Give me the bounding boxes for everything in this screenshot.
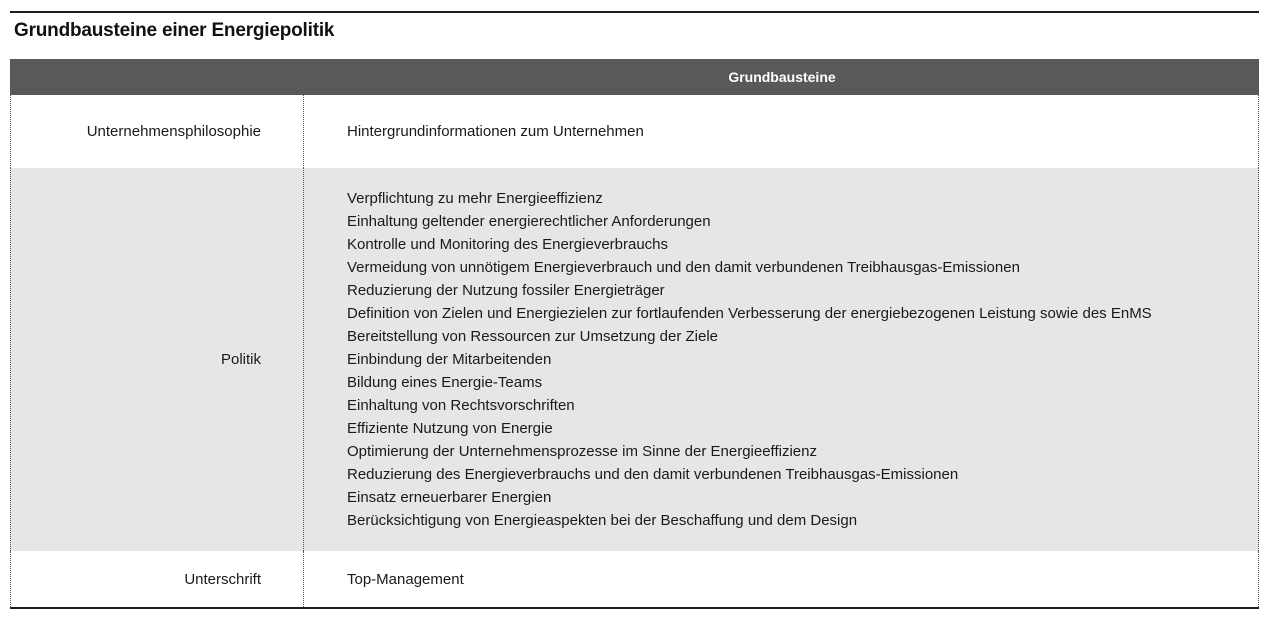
row-content xyxy=(304,551,1259,607)
list-item: Optimierung der Unternehmensprozesse im Sinne der Energieeffizienz xyxy=(347,443,817,460)
table-header-label: Grundbausteine xyxy=(728,69,836,85)
top-rule xyxy=(10,11,1259,13)
row-label: Unterschrift xyxy=(10,551,304,607)
list-item: Bildung eines Energie-Teams xyxy=(347,374,543,391)
energy-policy-table xyxy=(10,59,1259,609)
list-item: Einhaltung geltender energierechtlicher Anforderungen xyxy=(347,213,711,230)
row-content xyxy=(304,168,1259,551)
row-label: Politik xyxy=(10,168,304,551)
table-row-philosophy xyxy=(10,95,1259,168)
bottom-rule xyxy=(10,607,1259,609)
table-row-signature xyxy=(10,551,1259,607)
list-item: Reduzierung des Energieverbrauchs und den damit verbundenen Treibhausgas-Emissionen xyxy=(347,466,959,483)
list-item: Kontrolle und Monitoring des Energieverbrauchs xyxy=(347,236,669,253)
list-item: Vermeidung von unnötigem Energieverbrauch und den damit verbundenen Treibhausgas-Emissionen xyxy=(347,259,1020,276)
list-item: Einhaltung von Rechtsvorschriften xyxy=(347,397,575,414)
list-item: Bereitstellung von Ressourcen zur Umsetzung der Ziele xyxy=(347,328,719,345)
list-item: Einbindung der Mitarbeitenden xyxy=(347,351,552,368)
list-item: Verpflichtung zu mehr Energieeffizienz xyxy=(347,190,603,207)
list-item: Einsatz erneuerbarer Energien xyxy=(347,489,552,506)
table-row-politik xyxy=(10,168,1259,551)
list-item: Reduzierung der Nutzung fossiler Energieträger xyxy=(347,282,665,299)
list-item: Definition von Zielen und Energiezielen zur fortlaufenden Verbesserung der energiebezogenen Leistung sowie des EnMS xyxy=(347,305,1152,322)
table-header-row xyxy=(10,59,1259,95)
row-content xyxy=(304,95,1259,168)
row-item: Hintergrundinformationen zum Unternehmen xyxy=(347,123,644,140)
row-item: Top-Management xyxy=(347,570,464,588)
row-label: Unternehmensphilosophie xyxy=(10,95,304,168)
page-title: Grundbausteine einer Energiepolitik xyxy=(14,20,335,41)
list-item: Effiziente Nutzung von Energie xyxy=(347,420,553,437)
list-item: Berücksichtigung von Energieaspekten bei der Beschaffung und dem Design xyxy=(347,512,858,529)
politik-list xyxy=(347,187,1258,532)
